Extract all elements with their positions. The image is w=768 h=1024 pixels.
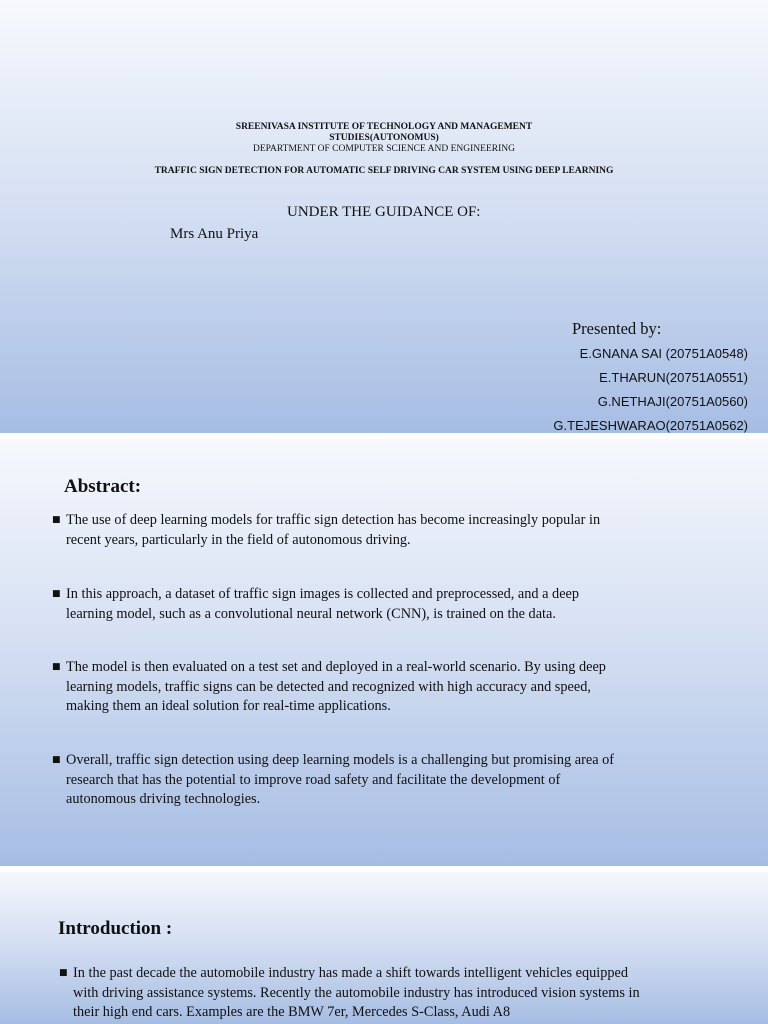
abstract-bullet — [52, 751, 716, 810]
bullet-line: with driving assistance systems. Recently the automobile industry has introduced vision systems in — [73, 984, 640, 1001]
introduction-heading: Introduction : — [58, 918, 173, 939]
presenter-name: E.GNANA SAI (20751A0548) — [579, 346, 748, 361]
bullet-line: The use of deep learning models for traffic sign detection has become increasingly popular in — [66, 512, 601, 528]
presenter-name: E.THARUN(20751A0551) — [599, 370, 748, 385]
title-slide — [0, 0, 768, 433]
bullet-line: learning model, such as a convolutional neural network (CNN), is trained on the data. — [66, 605, 556, 622]
bullet-square-icon: ■ — [52, 589, 61, 599]
introduction-bullet — [59, 964, 743, 1023]
abstract-bullet — [52, 511, 716, 550]
abstract-bullet — [52, 658, 716, 717]
introduction-slide — [0, 866, 768, 1024]
bullet-square-icon: ■ — [52, 662, 61, 672]
bullet-line: In this approach, a dataset of traffic sign images is collected and preprocessed, and a deep — [66, 586, 580, 602]
slide-separator — [0, 866, 768, 872]
bullet-square-icon: ■ — [52, 515, 61, 525]
guide-name: Mrs Anu Priya — [170, 226, 259, 242]
project-title: TRAFFIC SIGN DETECTION FOR AUTOMATIC SELF DRIVING CAR SYSTEM USING DEEP LEARNING — [154, 166, 614, 176]
bullet-square-icon: ■ — [59, 968, 68, 978]
bullet-line: research that has the potential to improve road safety and facilitate the development of — [66, 771, 561, 788]
abstract-slide — [0, 433, 768, 866]
bullet-line: their high end cars. Examples are the BMW 7er, Mercedes S-Class, Audi A8 — [73, 1004, 511, 1020]
bullet-line: recent years, particularly in the field of autonomous driving. — [66, 531, 411, 548]
presented-by-label: Presented by: — [572, 319, 662, 338]
bullet-line: learning models, traffic signs can be detected and recognized with high accuracy and speed, — [66, 678, 591, 695]
bullet-square-icon: ■ — [52, 755, 61, 765]
abstract-heading: Abstract: — [64, 476, 142, 497]
bullet-line: In the past decade the automobile industry has made a shift towards intelligent vehicles equipped — [73, 965, 629, 981]
presenter-name: G.TEJESHWARAO(20751A0562) — [553, 418, 748, 433]
slide-separator — [0, 433, 768, 439]
institute-name-line1: SREENIVASA INSTITUTE OF TECHNOLOGY AND MANAGEMENT — [235, 122, 533, 132]
presenter-name: G.NETHAJI(20751A0560) — [597, 394, 748, 409]
bullet-line: making them an ideal solution for real-time applications. — [66, 698, 391, 714]
abstract-bullet — [52, 585, 716, 624]
institute-name-line2: STUDIES(AUTONOMUS) — [329, 133, 439, 143]
department-name: DEPARTMENT OF COMPUTER SCIENCE AND ENGINEERING — [252, 144, 515, 154]
bullet-line: The model is then evaluated on a test set and deployed in a real-world scenario. By using deep — [66, 659, 606, 675]
bullet-line: Overall, traffic sign detection using deep learning models is a challenging but promising area of — [66, 752, 615, 768]
bullet-line: autonomous driving technologies. — [66, 791, 261, 807]
guidance-label: UNDER THE GUIDANCE OF: — [287, 204, 481, 220]
